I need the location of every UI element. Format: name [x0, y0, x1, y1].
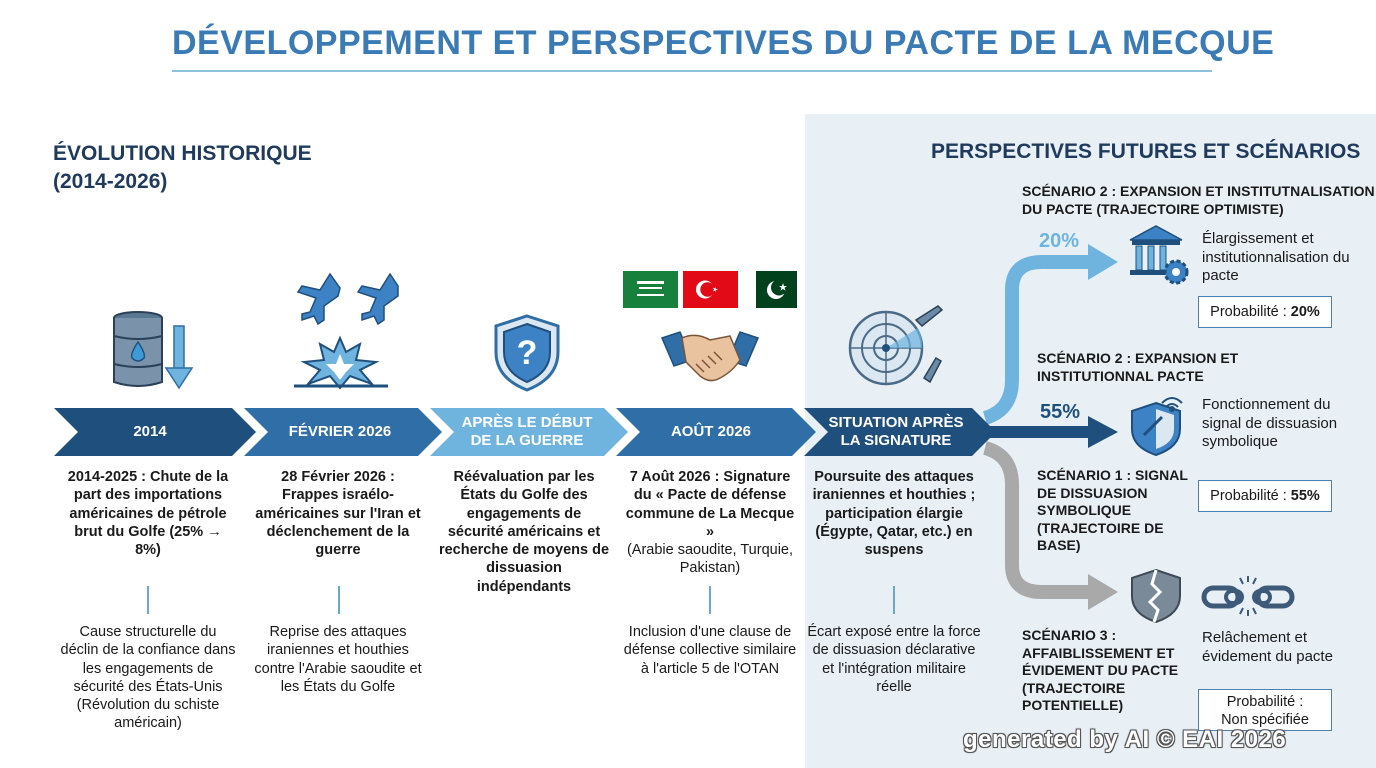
- shield-signal-icon: [1126, 395, 1190, 459]
- stage-4-description: [624, 468, 796, 578]
- fighter-jets-explosion-icon: [280, 268, 400, 392]
- svg-text:?: ?: [516, 334, 538, 372]
- shield-question-icon: [490, 312, 564, 394]
- stage-4-description-bold: 7 Août 2026 : Signature du « Pacte de défense commune de La Mecque »: [625, 469, 795, 540]
- stage-5-description-text: Poursuite des attaques iraniennes et houthies ; participation élargie (Égypte, Qatar, etc.) en suspens: [812, 469, 976, 559]
- stage-2-description: [252, 468, 424, 559]
- stage-1-description-text: 2014-2025 : Chute de la part des importations américaines de pétrole brut du Golfe (25% → 8%): [67, 469, 229, 559]
- stage-1-subtext: Cause structurelle du déclin de la confiance dans les engagements de sécurité des États-Unis (Révolution du schiste américain): [60, 624, 236, 732]
- scenario-2-arrowhead: [1088, 244, 1118, 280]
- history-heading-line1: ÉVOLUTION HISTORIQUE: [53, 142, 312, 165]
- stage-5-description: [808, 468, 980, 559]
- scenario-3-probability-label: Probabilité :: [1226, 694, 1304, 710]
- stage-4-connector: [709, 586, 711, 614]
- turkey-flag-icon: [683, 271, 738, 308]
- scenario-3-arrowhead: [1088, 574, 1118, 610]
- chevron-label-situation: SITUATION APRÈS LA SIGNATURE: [828, 414, 964, 449]
- scenario-2-arrow: [985, 262, 1090, 418]
- broken-chain-icon: [1200, 572, 1296, 620]
- stage-3-description-text: Réévaluation par les États du Golfe des engagements de sécurité américains et recherche de moyens de dissuasion indépendants: [438, 469, 610, 595]
- scenario-2-probability-value: 20%: [1290, 304, 1320, 320]
- scenario-2-middle-header: [1037, 350, 1317, 385]
- scenario-1-arrowhead: [1088, 416, 1118, 448]
- scenario-1-percentage: 55%: [1040, 401, 1081, 423]
- scenario-3-description: Relâchement et évidement du pacte: [1202, 629, 1333, 665]
- stage-3-description: [438, 468, 610, 596]
- scenario-2-percentage: 20%: [1039, 230, 1080, 252]
- handshake-icon: [660, 320, 760, 392]
- chevron-label-2014: 2014: [133, 423, 167, 440]
- scenario-2-probability-label: Probabilité :: [1210, 304, 1291, 320]
- scenario-1-probability-box: [1198, 480, 1332, 512]
- scenario-1-base-header: SCÉNARIO 1 : SIGNAL DE DISSUASION SYMBOLIQUE (TRAJECTOIRE DE BASE): [1037, 467, 1188, 553]
- chevron-label-aout-2026: AOÛT 2026: [670, 423, 752, 440]
- stage-5-subtext: Écart exposé entre la force de dissuasion déclarative et l'intégration militaire réelle: [807, 624, 981, 695]
- scenario-1-probability-label: Probabilité :: [1210, 488, 1291, 504]
- institution-gear-icon: [1126, 222, 1192, 288]
- stage-4-subtext: Inclusion d'une clause de défense collective similaire à l'article 5 de l'OTAN: [623, 624, 797, 677]
- scenario-3-probability-box: [1198, 689, 1332, 731]
- stage-1-description: [62, 468, 234, 559]
- scenario-2-header-line2: DU PACTE (TRAJECTOIRE OPTIMISTE): [1022, 200, 1284, 217]
- stage-2-connector: [338, 586, 340, 614]
- scenario-1-probability-value: 55%: [1290, 488, 1320, 504]
- stage-4-description-normal: (Arabie saoudite, Turquie, Pakistan): [626, 542, 794, 577]
- scenario-2b-header-line2: INSTITUTIONNAL PACTE: [1037, 367, 1204, 384]
- chevron-label-fevrier-2026: FÉVRIER 2026: [288, 423, 392, 440]
- scenario-2-probability-box: [1198, 296, 1332, 328]
- stage-1-connector: [147, 586, 149, 614]
- scenario-1-description: Fonctionnement du signal de dissuasion symbolique: [1202, 396, 1338, 450]
- stage-2-description-text: 28 Février 2026 : Frappes israélo-américaines sur l'Iran et déclenchement de la guerre: [255, 469, 421, 559]
- watermark: generated by AI © EAI 2026: [963, 726, 1287, 753]
- broken-shield-icon: [1126, 566, 1186, 626]
- scenario-2-optimistic-header: [1022, 183, 1376, 218]
- stage-5-connector: [893, 586, 895, 614]
- scenario-2-header-line1: SCÉNARIO 2 : EXPANSION ET INSTITUTNALISATION: [1022, 183, 1375, 199]
- oil-barrel-decline-icon: [110, 310, 200, 392]
- chevron-label-apres-guerre: APRÈS LE DÉBUT DE LA GUERRE: [461, 414, 593, 449]
- page-title: DÉVELOPPEMENT ET PERSPECTIVES DU PACTE DE LA MECQUE: [172, 24, 1275, 62]
- saudi-flag-icon: [623, 271, 678, 308]
- pakistan-flag-icon: [742, 271, 797, 308]
- stage-2-subtext: Reprise des attaques iraniennes et houthies contre l'Arabie saoudite et les États du Golfe: [254, 624, 422, 695]
- scenario-3-header: SCÉNARIO 3 : AFFAIBLISSEMENT ET ÉVIDEMENT DU PACTE (TRAJECTOIRE POTENTIELLE): [1022, 627, 1179, 713]
- radar-missiles-icon: [846, 300, 946, 396]
- scenario-2b-header-line1: SCÉNARIO 2 : EXPANSION ET: [1037, 350, 1239, 366]
- scenario-3-probability-value: Non spécifiée: [1221, 712, 1309, 728]
- future-heading: PERSPECTIVES FUTURES ET SCÉNARIOS: [931, 140, 1361, 163]
- scenario-2-description: Élargissement et institutionnalisation du pacte: [1202, 230, 1350, 284]
- history-heading-line2: (2014-2026): [53, 170, 168, 193]
